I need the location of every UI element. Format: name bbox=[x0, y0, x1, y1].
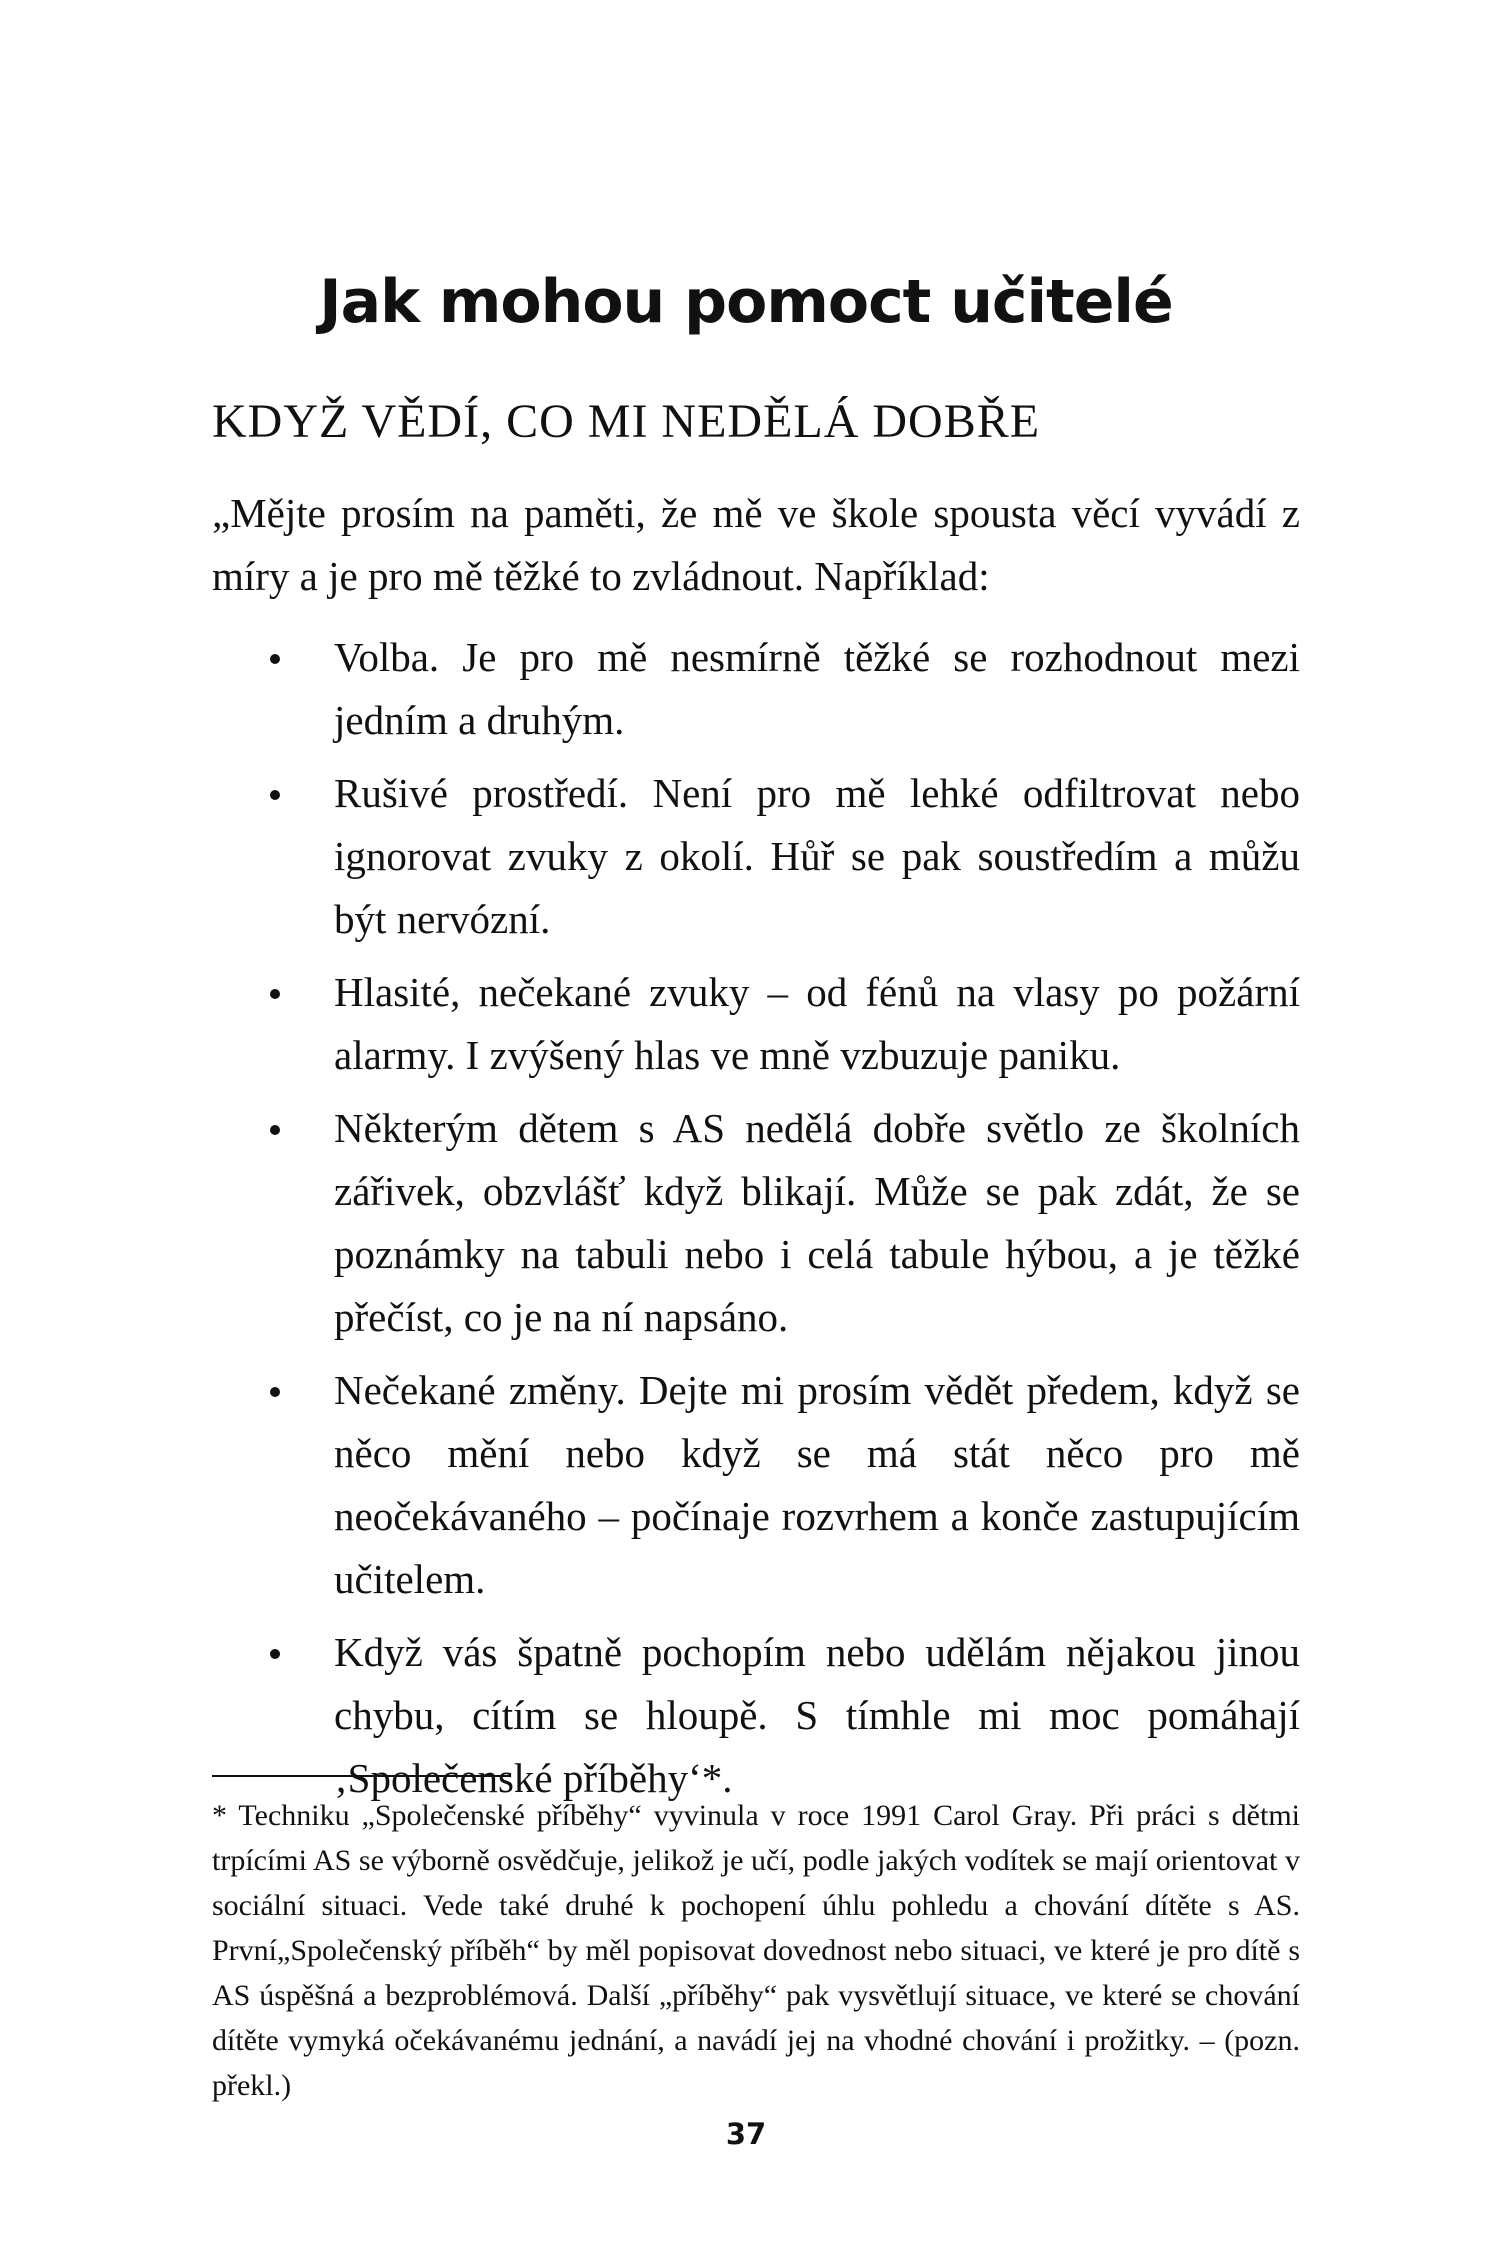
list-item-text: Některým dětem s AS nedělá dobře světlo ze školních zářivek, obzvlášť když blikají. Může se pak zdát, že se poznámky na tabuli nebo i celá tabule hýbou, a je těžké přečíst, co je na ní napsáno. bbox=[334, 1105, 1300, 1340]
page-number: 37 bbox=[725, 2117, 767, 2151]
footnote: * Techniku „Společenské příběhy“ vyvinula v roce 1991 Carol Gray. Při práci s dětmi trpícími AS se výborně osvědčuje, jelikož je učí, podle jakých vodítek se mají orientovat v sociální situaci. Vede také druhé k pochopení úhlu pohledu a chování dítěte s AS. První„Společenský příběh“ by měl popisovat dovednost nebo situaci, ve které je pro dítě s AS úspěšná a bezproblémová. Další „příběhy“ pak vysvětlují situace, ve které se chování dítěte vymyká očekávanému jednání, a navádí jej na vhodné chování i prožitky. – (pozn. překl.) bbox=[212, 1799, 1300, 2102]
list-item bbox=[212, 1621, 1300, 1810]
list-item bbox=[212, 626, 1300, 752]
bullet-icon bbox=[270, 1387, 280, 1397]
list-item-text: Hlasité, nečekané zvuky – od fénů na vlasy po požární alarmy. I zvýšený hlas ve mně vzbuzuje paniku. bbox=[334, 969, 1300, 1078]
footnote-divider bbox=[212, 1775, 510, 1777]
list-item bbox=[212, 762, 1300, 951]
bullet-icon bbox=[270, 989, 280, 999]
intro-paragraph: „Mějte prosím na paměti, že mě ve škole spousta věcí vyvádí z míry a je pro mě těžké to zvládnout. Například: bbox=[212, 490, 1300, 599]
section-heading: KDYŽ VĚDÍ, CO MI NEDĚLÁ DOBŘE bbox=[212, 395, 1041, 448]
bullet-icon bbox=[270, 654, 280, 664]
list-item bbox=[212, 1359, 1300, 1611]
list-item bbox=[212, 961, 1300, 1087]
bullet-list bbox=[212, 626, 1300, 1820]
list-item bbox=[212, 1097, 1300, 1349]
bullet-icon bbox=[270, 1125, 280, 1135]
list-item-text: Rušivé prostředí. Není pro mě lehké odfiltrovat nebo ignorovat zvuky z okolí. Hůř se pak soustředím a můžu být nervózní. bbox=[334, 770, 1300, 942]
bullet-icon bbox=[270, 1649, 280, 1659]
bullet-icon bbox=[270, 790, 280, 800]
list-item-text: Volba. Je pro mě nesmírně těžké se rozhodnout mezi jedním a druhým. bbox=[334, 634, 1300, 743]
list-item-text: Nečekané změny. Dejte mi prosím vědět předem, když se něco mění nebo když se má stát něco pro mě neočekávaného – počínaje rozvrhem a konče zastupujícím učitelem. bbox=[334, 1367, 1300, 1602]
chapter-title: Jak mohou pomoct učitelé bbox=[319, 267, 1173, 337]
list-item-text: Když vás špatně pochopím nebo udělám nějakou jinou chybu, cítím se hloupě. S tímhle mi moc pomáhají ‚Společenské příběhy‘*. bbox=[334, 1629, 1300, 1801]
